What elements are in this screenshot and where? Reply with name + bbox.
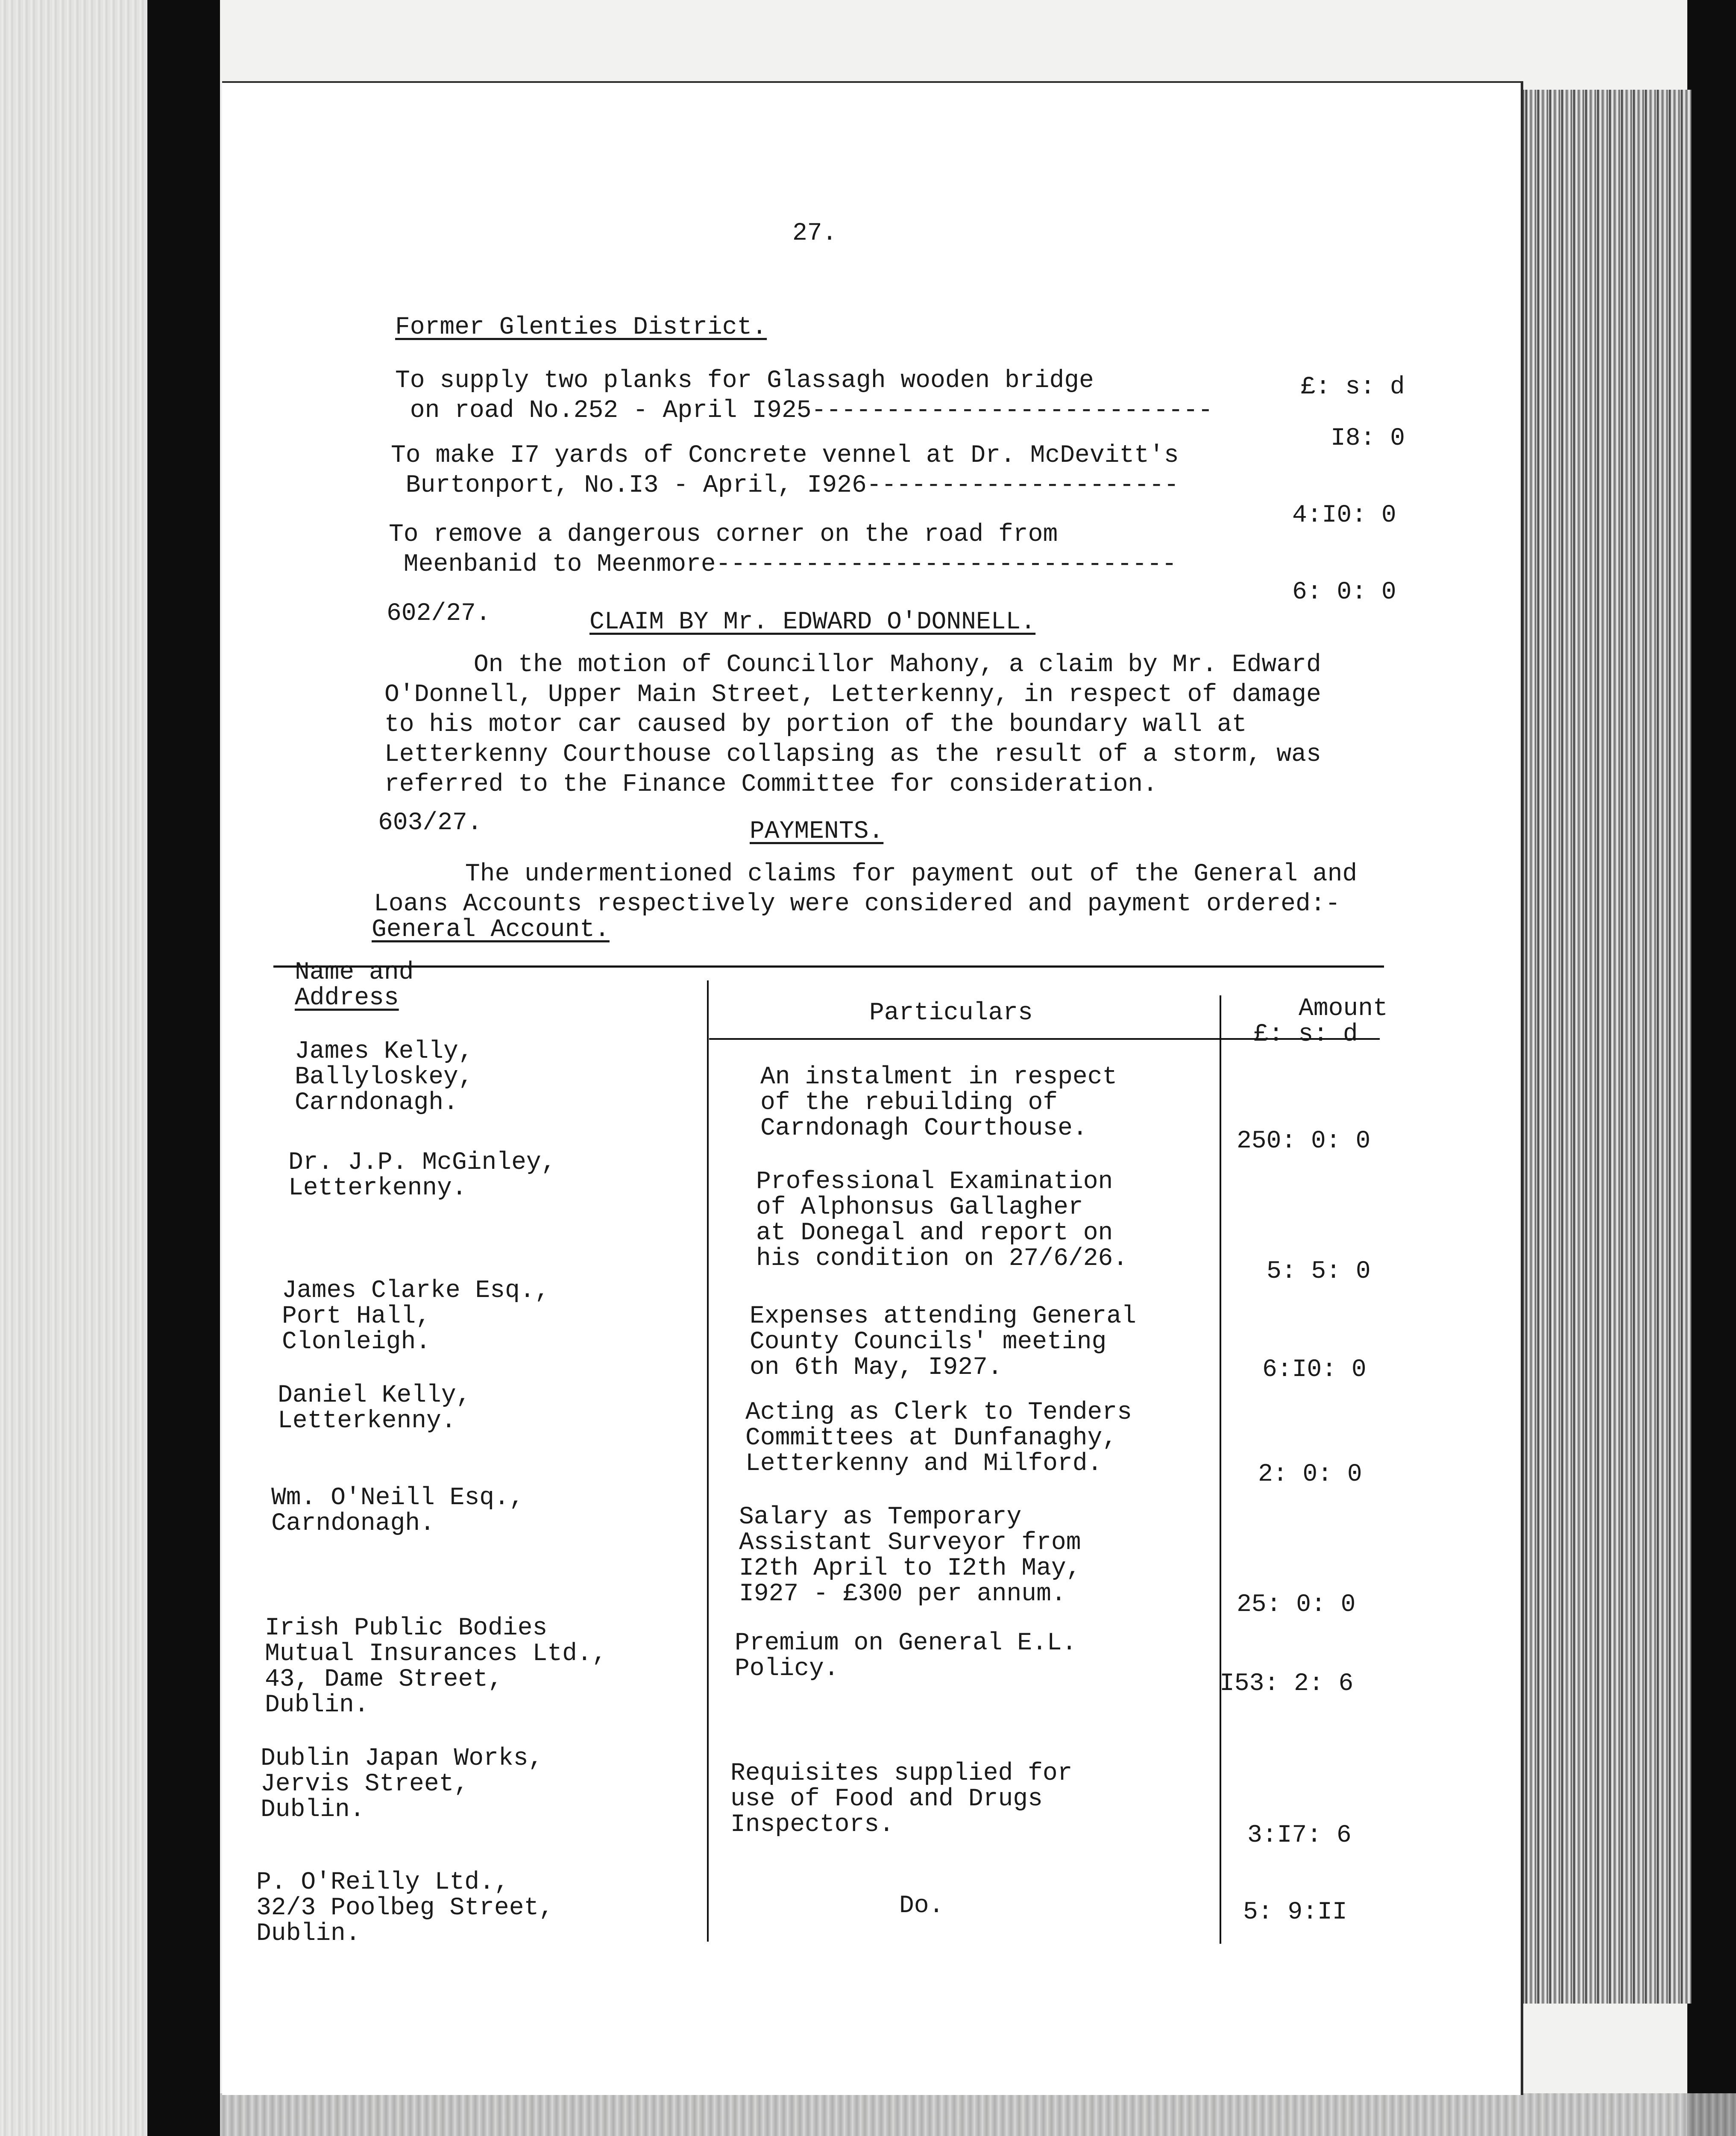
works-item-line: on road No.252 - April I925---------------------------	[395, 397, 1213, 425]
row-particulars-line: Committees at Dunfanaghy,	[745, 1424, 1117, 1452]
row-name-line: Dublin.	[265, 1691, 369, 1719]
row-particulars-line: Acting as Clerk to Tenders	[745, 1399, 1132, 1426]
row-particulars-line: of Alphonsus Gallagher	[756, 1194, 1083, 1221]
row-name-line: James Clarke Esq.,	[282, 1277, 550, 1305]
row-name-line: Dublin.	[256, 1920, 361, 1948]
row-name-line: Daniel Kelly,	[278, 1382, 471, 1409]
row-name-line: Wm. O'Neill Esq.,	[271, 1484, 524, 1512]
row-amount: I53: 2: 6	[1220, 1670, 1354, 1698]
row-amount: 3:I7: 6	[1247, 1822, 1352, 1849]
page-number: 27.	[792, 220, 837, 247]
row-name-line: Jervis Street,	[261, 1770, 469, 1798]
works-item-line: Meenbanid to Meenmore-------------------------------	[389, 551, 1177, 578]
row-name-line: Dublin Japan Works,	[261, 1745, 543, 1772]
row-name-line: Letterkenny.	[278, 1407, 456, 1435]
book-spine	[147, 0, 220, 2136]
works-item-line: Burtonport, No.I3 - April, I926---------------------	[391, 472, 1179, 499]
section-heading: Former Glenties District.	[395, 314, 767, 341]
row-particulars-line: Letterkenny and Milford.	[745, 1450, 1103, 1478]
row-amount: 5: 9:II	[1243, 1898, 1347, 1926]
row-amount: 250: 0: 0	[1237, 1127, 1371, 1155]
minute-number: 603/27.	[378, 809, 482, 837]
payments-intro-line: Loans Accounts respectively were considered and payment ordered:-	[374, 890, 1340, 918]
row-particulars-line: Requisites supplied for	[730, 1760, 1073, 1787]
header-amount: Amount	[1299, 995, 1388, 1023]
row-name-line: Dublin.	[261, 1796, 365, 1824]
table-column-divider	[707, 980, 709, 1942]
payments-intro-line: The undermentioned claims for payment out of the General and	[376, 860, 1358, 888]
claim-paragraph-line: On the motion of Councillor Mahony, a claim by Mr. Edward	[384, 651, 1321, 679]
row-name-line: Carndonagh.	[295, 1089, 458, 1117]
row-particulars-line: I927 - £300 per annum.	[739, 1580, 1066, 1608]
row-particulars-line: Expenses attending General	[750, 1303, 1136, 1330]
scan-right-edge	[1687, 0, 1736, 2136]
row-name-line: 32/3 Poolbeg Street,	[256, 1894, 554, 1922]
header-name-address: Name and	[295, 959, 414, 986]
row-name-line: Letterkenny.	[288, 1174, 467, 1202]
scan-bottom-edge	[220, 2093, 1736, 2136]
row-particulars-line: County Councils' meeting	[750, 1328, 1107, 1356]
row-particulars-line: use of Food and Drugs	[730, 1785, 1043, 1813]
row-particulars-line: Policy.	[735, 1655, 839, 1683]
header-particulars: Particulars	[869, 999, 1033, 1027]
table-column-divider	[1220, 995, 1221, 1944]
row-amount: 25: 0: 0	[1237, 1591, 1356, 1619]
row-particulars-line: Salary as Temporary	[739, 1503, 1022, 1531]
row-particulars-line: on 6th May, I927.	[750, 1354, 1003, 1382]
claim-paragraph-line: O'Donnell, Upper Main Street, Letterkenny, in respect of damage	[384, 681, 1321, 709]
row-name-line: James Kelly,	[295, 1038, 473, 1065]
row-particulars-line: Assistant Surveyor from	[739, 1529, 1081, 1557]
header-amount: £: s: d	[1254, 1021, 1358, 1048]
page-edges	[1512, 90, 1692, 2004]
row-amount: 5: 5: 0	[1267, 1258, 1371, 1285]
header-name-address: Address	[295, 984, 399, 1012]
account-heading: General Account.	[372, 916, 610, 944]
row-name-line: Clonleigh.	[282, 1328, 431, 1356]
works-item-amount: 6: 0: 0	[1292, 578, 1396, 606]
claim-paragraph-line: Letterkenny Courthouse collapsing as the result of a storm, was	[384, 741, 1321, 769]
claim-title: CLAIM BY Mr. EDWARD O'DONNELL.	[589, 608, 1036, 636]
payments-title: PAYMENTS.	[750, 818, 884, 845]
claim-paragraph-line: to his motor car caused by portion of the boundary wall at	[384, 711, 1247, 739]
table-top-rule	[273, 965, 1384, 968]
row-name-line: Ballyloskey,	[295, 1063, 473, 1091]
row-particulars-line: Carndonagh Courthouse.	[760, 1115, 1088, 1142]
row-particulars-line: Inspectors.	[730, 1811, 894, 1839]
row-name-line: 43, Dame Street,	[265, 1666, 503, 1693]
row-name-line: Irish Public Bodies	[265, 1614, 548, 1642]
minute-number: 602/27.	[387, 600, 491, 628]
row-amount: 6:I0: 0	[1262, 1356, 1367, 1384]
works-item-line: To make I7 yards of Concrete vennel at Dr. McDevitt's	[391, 442, 1179, 469]
works-column-heading: £: s: d	[1301, 373, 1405, 401]
row-particulars-line: of the rebuilding of	[760, 1089, 1058, 1117]
row-name-line: Carndonagh.	[271, 1510, 435, 1537]
works-item-amount: I8: 0	[1331, 425, 1405, 452]
row-particulars-line: Professional Examination	[756, 1168, 1113, 1196]
row-name-line: P. O'Reilly Ltd.,	[256, 1869, 509, 1896]
row-name-line: Port Hall,	[282, 1303, 431, 1330]
works-item-line: To supply two planks for Glassagh wooden bridge	[395, 367, 1094, 395]
row-particulars-line: Do.	[899, 1892, 944, 1920]
claim-paragraph-line: referred to the Finance Committee for consideration.	[384, 771, 1158, 798]
works-item-amount: 4:I0: 0	[1292, 502, 1396, 529]
row-name-line: Dr. J.P. McGinley,	[288, 1149, 556, 1177]
row-particulars-line: Premium on General E.L.	[735, 1629, 1077, 1657]
scan-left-edge	[0, 0, 162, 2136]
row-particulars-line: An instalment in respect	[760, 1063, 1117, 1091]
row-name-line: Mutual Insurances Ltd.,	[265, 1640, 607, 1668]
row-particulars-line: his condition on 27/6/26.	[756, 1245, 1128, 1273]
row-amount: 2: 0: 0	[1258, 1461, 1362, 1488]
row-particulars-line: I2th April to I2th May,	[739, 1555, 1081, 1582]
works-item-line: To remove a dangerous corner on the road from	[389, 521, 1058, 549]
row-particulars-line: at Donegal and report on	[756, 1219, 1113, 1247]
